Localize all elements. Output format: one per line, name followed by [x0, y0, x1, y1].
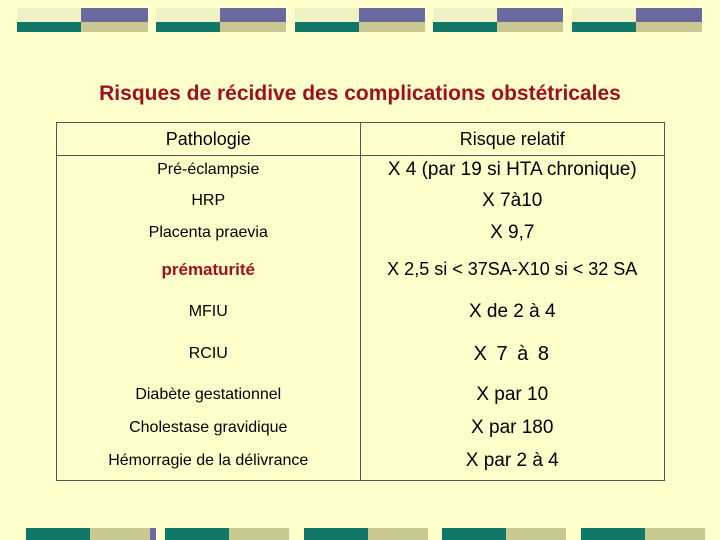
risk-table [56, 122, 665, 481]
risque-cell: X par 2 à 4 [360, 443, 664, 481]
table-row [57, 377, 665, 413]
table-row [57, 413, 665, 443]
table-row [57, 156, 665, 185]
risque-cell: X 7 à 8 [360, 332, 664, 377]
table-row [57, 185, 665, 218]
pathologie-cell: prématurité [57, 248, 361, 292]
pathologie-cell: RCIU [57, 332, 361, 377]
slide-title: Risques de récidive des complications obstétricales [99, 82, 621, 105]
risque-cell: X 2,5 si < 37SA-X10 si < 32 SA [360, 248, 664, 292]
risque-cell: X 4 (par 19 si HTA chronique) [360, 156, 664, 185]
pathologie-cell: Placenta praevia [57, 218, 361, 248]
pathologie-cell: HRP [57, 185, 361, 218]
column-header-risque: Risque relatif [360, 123, 664, 156]
risque-cell: X 7à10 [360, 185, 664, 218]
pathologie-cell: MFIU [57, 292, 361, 332]
table-row [57, 248, 665, 292]
pathologie-cell: Cholestase gravidique [57, 413, 361, 443]
pathologie-cell: Hémorragie de la délivrance [57, 443, 361, 481]
top-decoration [0, 0, 720, 36]
table-row [57, 292, 665, 332]
table-row [57, 218, 665, 248]
risque-cell: X 9,7 [360, 218, 664, 248]
column-header-pathologie: Pathologie [57, 123, 361, 156]
table-row [57, 332, 665, 377]
bottom-decoration [0, 528, 720, 540]
table-row [57, 443, 665, 481]
table-header-row [57, 123, 665, 156]
pathologie-cell: Diabète gestationnel [57, 377, 361, 413]
risque-cell: X par 180 [360, 413, 664, 443]
risque-cell: X par 10 [360, 377, 664, 413]
pathologie-cell: Pré-éclampsie [57, 156, 361, 185]
risque-cell: X de 2 à 4 [360, 292, 664, 332]
